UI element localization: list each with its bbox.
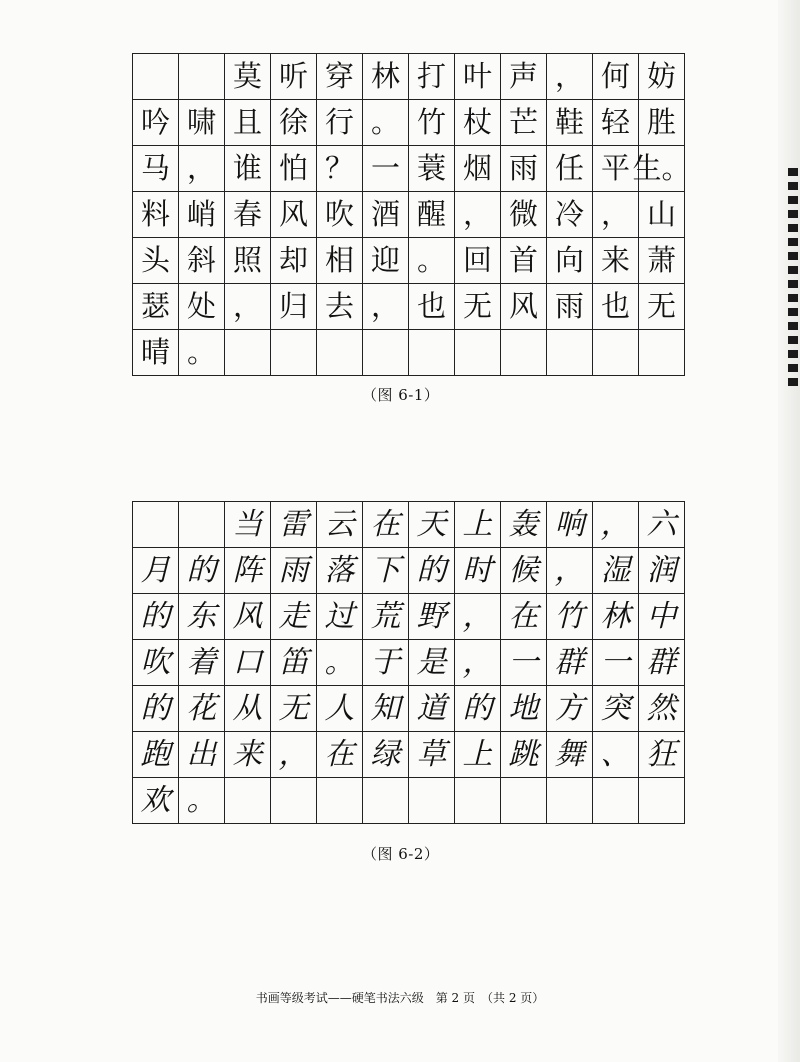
grid-cell: 。	[179, 778, 225, 824]
grid-cell	[547, 330, 593, 376]
grid-cell: 的	[133, 594, 179, 640]
grid-cell: 道	[409, 686, 455, 732]
grid-cell: 吟	[133, 100, 179, 146]
grid-cell: 当	[225, 502, 271, 548]
grid-cell: ，	[455, 594, 501, 640]
grid-cell: 莫	[225, 54, 271, 100]
grid-cell: 月	[133, 548, 179, 594]
grid-cell: 头	[133, 238, 179, 284]
grid-cell: ，	[547, 54, 593, 100]
grid-cell	[593, 778, 639, 824]
grid-cell: 风	[501, 284, 547, 330]
grid-cell: 徐	[271, 100, 317, 146]
grid-cell: 穿	[317, 54, 363, 100]
grid-cell	[133, 54, 179, 100]
grid-cell: 却	[271, 238, 317, 284]
grid-cell: 雨	[501, 146, 547, 192]
grid-cell: 风	[225, 594, 271, 640]
grid-cell: 草	[409, 732, 455, 778]
grid-cell	[271, 330, 317, 376]
grid-cell: 知	[363, 686, 409, 732]
grid-cell: 阵	[225, 548, 271, 594]
grid-cell: 相	[317, 238, 363, 284]
grid-cell: 且	[225, 100, 271, 146]
grid-cell	[225, 330, 271, 376]
grid-cell: 过	[317, 594, 363, 640]
page-edge	[778, 0, 800, 1062]
grid-cell	[409, 778, 455, 824]
grid-cell: 平	[593, 146, 639, 192]
grid-cell: 跳	[501, 732, 547, 778]
grid-cell: 一	[593, 640, 639, 686]
grid-cell: 回	[455, 238, 501, 284]
grid-cell: 、	[593, 732, 639, 778]
grid-cell: 着	[179, 640, 225, 686]
grid-cell: 野	[409, 594, 455, 640]
grid-cell: 醒	[409, 192, 455, 238]
grid-cell	[317, 778, 363, 824]
grid-cell: 微	[501, 192, 547, 238]
grid-cell	[455, 778, 501, 824]
grid-cell: 方	[547, 686, 593, 732]
grid-cell: 瑟	[133, 284, 179, 330]
grid-cell: 林	[593, 594, 639, 640]
grid-cell	[271, 778, 317, 824]
grid-cell: 天	[409, 502, 455, 548]
grid-cell: 花	[179, 686, 225, 732]
grid-cell	[501, 778, 547, 824]
grid-cell: 酒	[363, 192, 409, 238]
grid-cell: 来	[593, 238, 639, 284]
grid-cell: 生。	[639, 146, 685, 192]
grid-cell: 笛	[271, 640, 317, 686]
grid-cell	[409, 330, 455, 376]
grid-cell: ，	[179, 146, 225, 192]
grid-cell: 落	[317, 548, 363, 594]
grid-cell: 。	[409, 238, 455, 284]
grid-cell: 照	[225, 238, 271, 284]
grid-cell: 也	[409, 284, 455, 330]
grid-cell: 啸	[179, 100, 225, 146]
grid-cell: ，	[363, 284, 409, 330]
grid-cell: 蓑	[409, 146, 455, 192]
grid-cell: 是	[409, 640, 455, 686]
grid-cell: 下	[363, 548, 409, 594]
grid-cell: 竹	[409, 100, 455, 146]
grid-cell: 山	[639, 192, 685, 238]
figure-caption-6-1: （图 6-1）	[362, 386, 440, 404]
grid-cell: 轰	[501, 502, 547, 548]
grid-cell: 。	[363, 100, 409, 146]
grid-cell: 去	[317, 284, 363, 330]
grid-cell: 怕	[271, 146, 317, 192]
grid-cell: 的	[455, 686, 501, 732]
grid-cell: 雨	[271, 548, 317, 594]
grid-cell: 湿	[593, 548, 639, 594]
grid-cell: ，	[547, 548, 593, 594]
grid-cell: 出	[179, 732, 225, 778]
grid-cell: 峭	[179, 192, 225, 238]
grid-cell: 行	[317, 100, 363, 146]
grid-cell: 云	[317, 502, 363, 548]
grid-cell: 响	[547, 502, 593, 548]
grid-cell: 听	[271, 54, 317, 100]
grid-cell: 走	[271, 594, 317, 640]
grid-cell: 叶	[455, 54, 501, 100]
grid-cell: 杖	[455, 100, 501, 146]
grid-cell: 吹	[133, 640, 179, 686]
grid-cell: 轻	[593, 100, 639, 146]
grid-cell: 向	[547, 238, 593, 284]
grid-cell	[179, 502, 225, 548]
grid-cell: 春	[225, 192, 271, 238]
grid-cell: 谁	[225, 146, 271, 192]
grid-cell: 无	[455, 284, 501, 330]
grid-cell: ，	[271, 732, 317, 778]
grid-cell: 风	[271, 192, 317, 238]
grid-cell: 一	[363, 146, 409, 192]
grid-cell: 迎	[363, 238, 409, 284]
grid-cell: 舞	[547, 732, 593, 778]
grid-cell: 荒	[363, 594, 409, 640]
grid-cell: 萧	[639, 238, 685, 284]
grid-cell: 上	[455, 732, 501, 778]
grid-cell: 胜	[639, 100, 685, 146]
grid-cell: 跑	[133, 732, 179, 778]
grid-cell: 于	[363, 640, 409, 686]
grid-cell	[593, 330, 639, 376]
grid-cell: 任	[547, 146, 593, 192]
grid-cell: 冷	[547, 192, 593, 238]
grid-cell: 的	[179, 548, 225, 594]
grid-cell: 竹	[547, 594, 593, 640]
grid-cell: 归	[271, 284, 317, 330]
grid-cell: ，	[593, 502, 639, 548]
grid-cell: 吹	[317, 192, 363, 238]
grid-cell: 候	[501, 548, 547, 594]
grid-cell: 群	[639, 640, 685, 686]
grid-cell	[501, 330, 547, 376]
grid-cell: 何	[593, 54, 639, 100]
grid-cell	[363, 330, 409, 376]
grid-cell: 声	[501, 54, 547, 100]
grid-cell	[317, 330, 363, 376]
grid-cell	[639, 778, 685, 824]
grid-cell: 芒	[501, 100, 547, 146]
grid-cell	[547, 778, 593, 824]
grid-cell	[133, 502, 179, 548]
grid-cell	[363, 778, 409, 824]
grid-cell: 口	[225, 640, 271, 686]
grid-cell	[225, 778, 271, 824]
grid-cell: ，	[455, 192, 501, 238]
grid-cell: 雷	[271, 502, 317, 548]
grid-cell: 。	[317, 640, 363, 686]
grid-cell: 的	[409, 548, 455, 594]
grid-cell: 马	[133, 146, 179, 192]
grid-cell: 烟	[455, 146, 501, 192]
grid-cell: 鞋	[547, 100, 593, 146]
grid-cell: 中	[639, 594, 685, 640]
grid-cell: 人	[317, 686, 363, 732]
calligraphy-grid-figure-6-2	[132, 501, 685, 824]
grid-cell: 。	[179, 330, 225, 376]
grid-cell: 的	[133, 686, 179, 732]
grid-cell: 群	[547, 640, 593, 686]
grid-cell: 地	[501, 686, 547, 732]
grid-cell: 料	[133, 192, 179, 238]
page-footer: 书画等级考试——硬笔书法六级 第 2 页 （共 2 页）	[255, 991, 545, 1005]
grid-cell: 在	[501, 594, 547, 640]
grid-cell: ，	[225, 284, 271, 330]
grid-cell	[455, 330, 501, 376]
grid-cell: 然	[639, 686, 685, 732]
grid-cell: 林	[363, 54, 409, 100]
grid-cell: ，	[593, 192, 639, 238]
calligraphy-grid-figure-6-1	[132, 53, 691, 376]
grid-cell: 妨	[639, 54, 685, 100]
grid-cell: 在	[317, 732, 363, 778]
grid-cell: 首	[501, 238, 547, 284]
grid-cell: 时	[455, 548, 501, 594]
grid-cell: 六	[639, 502, 685, 548]
grid-cell: 处	[179, 284, 225, 330]
grid-cell	[639, 330, 685, 376]
grid-cell: 也	[593, 284, 639, 330]
grid-cell: 来	[225, 732, 271, 778]
grid-cell	[179, 54, 225, 100]
grid-cell: 欢	[133, 778, 179, 824]
grid-cell: ，	[455, 640, 501, 686]
grid-cell: 无	[639, 284, 685, 330]
grid-cell: 狂	[639, 732, 685, 778]
grid-cell: ？	[317, 146, 363, 192]
grid-cell: 雨	[547, 284, 593, 330]
grid-cell: 晴	[133, 330, 179, 376]
grid-cell: 突	[593, 686, 639, 732]
registration-marks	[788, 168, 798, 390]
grid-cell: 打	[409, 54, 455, 100]
grid-cell: 斜	[179, 238, 225, 284]
grid-cell: 东	[179, 594, 225, 640]
grid-cell: 无	[271, 686, 317, 732]
grid-cell: 在	[363, 502, 409, 548]
grid-cell: 绿	[363, 732, 409, 778]
grid-cell: 从	[225, 686, 271, 732]
grid-cell: 润	[639, 548, 685, 594]
grid-cell: 一	[501, 640, 547, 686]
figure-caption-6-2: （图 6-2）	[362, 845, 440, 863]
grid-cell: 上	[455, 502, 501, 548]
